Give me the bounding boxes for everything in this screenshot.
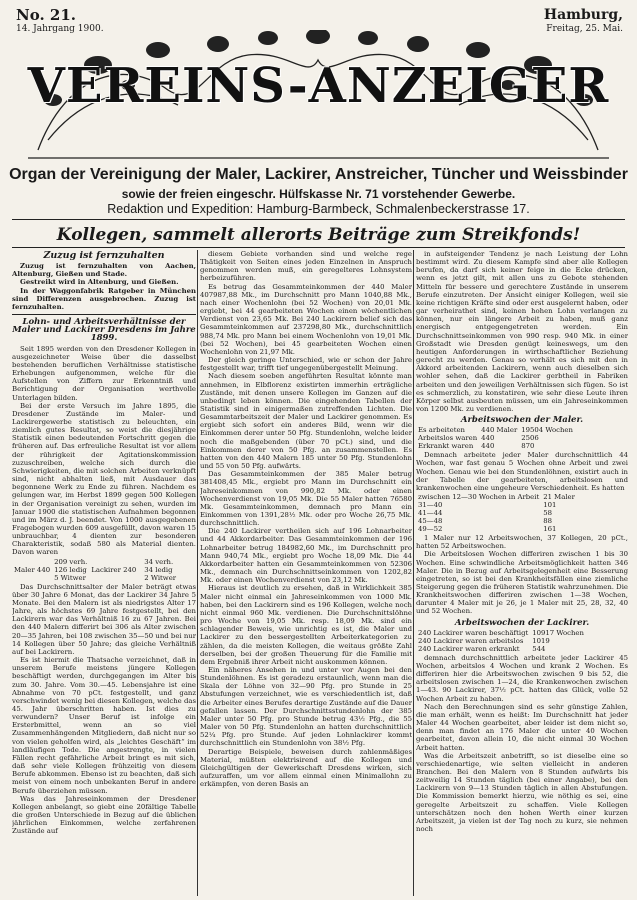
article-paragraph: Das Gesammteinkommen der 385 Maler betrug 381408,45 Mk., ergiebt pro Mann im Durchschnitt ein Jahreseinkommen von 990,82 Mk. oder einen Wochenverdienst von 19,05 Mk. Die 55 Maler hatten 76580 Mk. Gesammteinkommen, demnach pro Mann ein Einkommen von 1391,28½ Mk. oder pro Woche 26,75 Mk. durchschnittlich. [200, 470, 412, 528]
column-separator [413, 250, 414, 896]
article-paragraph: Nach diesem soeben angeführten Resultat könnte man annehmen, in Elbflorenz existirten immerhin erträgliche Zustände, mit denen unsere Kollegen im Ganzen auf die unbedingt leben können. Die eingehenden Tabellen der Statistik sind in einigermaßen zutreffenden Lichten. Die Gesammtarbeitszeit der Maler und Lackirer genommen. Es ergiebt sich sofort ein anderes Bild, wenn wir die Einkommen derer unter 50 Pfg. Stundenlohn, welche leider noch die maßgebenden (über 70 pCt.) sind, und die Einkommen derer von 50 Pfg. an zusammenstellen. Es hatten von den 440 Malern 185 unter 50 Pfg. Stundenlohn und 55 von 50 Pfg. aufwärts. [200, 372, 412, 471]
article-paragraph: Was das Jahreseinkommen der Dresdener Kollegen anbelangt, so giebt eine 20fältige Tabelle die großen Unterschiede in Bezug auf die üblichen jährlichen Einkommen, welche zerfahrenen Zustände auf [12, 794, 196, 836]
article-paragraph: Hieraus ist deutlich zu ersehen, daß in Wirklichkeit 385 Maler nicht einmal ein Jahreseinkommen von 1000 Mk. haben, bei den Lackirern sind es 196 Kollegen, welche noch nicht einmal 960 Mk. verdienen. Die Durchschnittslöhne pro Woche von 19,05 Mk. resp. 18,09 Mk. sind ein schlagender Beweis, wie unrichtig es ist, die Maler und Lackirer zu den bessergestellten Arbeiterkategorien zu zählen, da die meisten Kollegen, die weitaus größte Zahl derselben, bei der großen Theuerung für die Familie mit dem Ergebniß ihrer Arbeit nicht auskommen können. [200, 584, 412, 666]
issue-year: 14. Jahrgang 1900. [16, 24, 104, 34]
masthead-title: VEREINS-ANZEIGER [27, 58, 610, 114]
notice-paragraph: In der Waggonfabrik Ratgeber in München sind Differenzen ausgebrochen. Zuzug ist fernzuhalten. [12, 286, 196, 311]
heading-lohn: Lohn- und Arbeitsverhältnisse der Maler und Lackirer Dresdens im Jahre 1899. [12, 317, 196, 344]
redaktion-line: Redaktion und Expedition: Hamburg-Barmbeck, Schmalenbeckerstrasse 17. [107, 202, 530, 216]
article-paragraph: in aufsteigender Tendenz je nach Leistung der Lohn bestimmt wird. Zu diesem Kampfe sind aber alle Kollegen berufen, da darf sich keiner feige in die Ecke drücken, wenn es jetzt gilt, mit allen uns zu Gebote stehenden Mitteln für bessere und gerechtere Zustände in unserem Berufe einzutreten. Der Ansicht einiger Kollegen, weil sie keine richtigen Kräfte sind oder erst ausgelernt haben, oder gar verheirathet sind, keinen hohen Lohn verlangen zu können, nur ein längere Arbeit zu haben, muß ganz energisch entgegengetreten werden. Ein Durchschnittseinkommen von 990 resp. 940 Mk. in einer Großstadt wie Dresden genügt keineswegs, um den heutigen Anforderungen in wirthschaftlicher Beziehung gerecht zu werden. Genau so verhält es sich mit den in Akkord arbeitenden Lackirern, wenn auch dieselben sich wohler sehen, daß die Lackirer gerbtheil in Fabriken arbeiten und den jeweiligen Verhältnissen sich fügen. So ist es schmerzlich, zu konstatiren, wie sehr diese Leute ihren Körper selbst ausbeuten müssen, um ein Jahreseinkommen von 1200 Mk. zu verdienen. [416, 250, 628, 413]
article-paragraph: Ein näheres Ansehen in und unter vor Augen bei den Stundenlöhnen. Es ist geradezu erstaunlich, wenn man die Skala der Löhne von 32—90 Pfg. pro Stunde in 25 Abstufungen verzeichnet, wie es verschiedentlich ist, daß die Arbeiter eines Berufes derartige Zustände auf die Dauer gefallen lassen. Der Durchschnittsstundenlohn der 385 Maler unter 50 Pfg. pro Stunde betrug 43½ Pfg., die 55 Maler von 50 Pfg. Stundenlohn an hatten durchschnittlich 52¼ Pfg. pro Stunde. Auf jeden Lohnlackirer kommt durchschnittlich ein Stundenlohn von 38½ Pfg. [200, 665, 412, 748]
article-paragraph: Nach den Berechnungen sind es sehr günstige Zahlen, die man erhält, wenn es heißt: Im Durchschnitt hat jeder Maler 44 Wochen gearbeitet, aber leider ist dem nicht so, denn man findet an 176 Maler die unter 40 Wochen gearbeitet, davon allein 10, die nicht einmal 30 Wochen Arbeit hatten. [416, 702, 628, 752]
article-paragraph: diesem Gebiete vorhanden sind und welche rege Thätigkeit von Seiten eines jeden Einzelnen in Anspruch genommen werden muß, ein geregelteres Lohnsystem herbeizuführen. [200, 250, 412, 283]
article-paragraph: Das Durchschnittsalter der Maler beträgt etwas über 30 Jahre 6 Monat, das der Lackirer 34 Jahre 5 Monate. Bei den Malern ist als niedrigstes Alter 17 Jahre, als höchstes 69 Jahre festgestellt, bei den Lackirern war das Verhältniß 16 zu 67 Jahren. Bei den 440 Malern differirt bei 306 als Alter zwischen 20—35 Jahren, bei 108 zwischen 35—50 und bei nur 14 Kollegen über 50 Jahre; das gleiche Verhältniß auf bei Lackirern. [12, 582, 196, 656]
weeks-distribution-table: zwischen 12—30 Wochen in Arbeit 21 Maler 31—40 101 41—44 58 45—48 88 49—52 161 [418, 493, 575, 534]
heading-arbeitswochen-maler: Arbeitswochen der Maler. [460, 415, 584, 426]
heading-arbeitswochen-lackirer: Arbeitswochen der Lackirer. [454, 617, 590, 628]
issue-number: No. 21. [16, 6, 76, 24]
divider-bottom [12, 247, 625, 248]
divider-top [12, 219, 625, 220]
slogan: Kollegen, sammelt allerorts Beiträge zum Streikfonds! [56, 225, 581, 245]
notice-paragraph: Gestreikt wird in Altenburg, und Gießen. [20, 278, 179, 287]
article-paragraph: Die 240 Lackirer vertheilen sich auf 196 Lohnarbeiter und 44 Akkordarbeiter. Das Gesammteinkommen der 196 Lohnarbeiter betrug 184982,60 Mk., im Durchschnitt pro Mann 940,74 Mk., ergiebt pro Woche 18,09 Mk. Die 44 Akkordarbeiter hatten ein Gesammteinkommen von 52306 Mk., demnach ein Durchschnittseinkommen von 1202,82 Mk. oder einen Wochenverdienst von 23,12 Mk. [200, 527, 412, 585]
article-paragraph: Demnach arbeitete jeder Maler durchschnittlich 44 Wochen, war fast genau 5 Wochen ohne Arbeit und zwei Wochen. Genau wie bei den Stundenlöhnen, existirt auch in der Tabelle der gearbeiteten, arbeitslosen und krankenwochen eine ungeheure Verschiedenheit. Es hatten [416, 451, 628, 492]
column-separator [197, 250, 198, 896]
issue-city: Hamburg, [543, 7, 623, 23]
article-paragraph: Es ist hiermit die Thatsache verzeichnet, daß in unserem Berufe meistens jüngere Kollegen beschäftigt werden, durchgegangen im Alter bis zum 30. Jahre. Vom 30.—45. Lebensjahre ist eine Abnahme von 70 pCt. festgestellt, und ganz verschwindet wenig bei diesen Kollegen, welche das 45. Jahr überschritten haben. Ist dies zu verwundern? Unser Beruf ist infolge ein Ersterbmittel, wenn an so viel Zusammenhängenden Mitgliedern, daß nicht nur so von vielen geholfen wird, als „leichtes Geschäft“ im landläufigen Tode. Die angestrengte, in vielen Fällen recht gefährliche Arbeit bringt es mit sich, daß sehr viele Kollegen frühzeitig von diesem Berufe abkommen. Ebenso ist zu beachten, daß sich meist von einem noch unbekanten Beruf in andere Berufe überziehen müssen. [12, 656, 196, 795]
article-paragraph: Seit 1895 werden von den Dresdener Kollegen in ausgezeichneter Weise über die dasselbst bestehenden beruflichen Verhältnisse statistische Erhebungen aufgenommen, welche für die Aufstellen von Ziffern zur Erkenntniß und Berichtigung der Organisation werthvolle Unterlagen bilden. [12, 344, 196, 402]
article-paragraph: Die Arbeitslosen Wochen differiren zwischen 1 bis 30 Wochen. Eine schwindliche Arbeitsmöglichkeit hatten 346 Maler. Die in Bezug auf Arbeitsgelegenheit eine Besserung eingetreten, so ist bei den Krankheitsfällen eine ziemliche Steigerung gegen die früheren Statistik wahrzunehmen. Die Krankheitswochen differiren zwischen 1—38 Wochen, darunter 4 Maler mit je 26, je 1 Maler mit 25, 28, 32, 40 und 52 Wochen. [416, 550, 628, 616]
organ-subline: sowie der freien eingeschr. Hülfskasse Nr. 71 vorstehender Gewerbe. [121, 187, 516, 201]
article-paragraph: Es betrug das Gesammteinkommen der 440 Maler 407987,88 Mk., im Durchschnitt pro Mann 1040,88 Mk., nach einer Wochenlohn (bei 52 Wochen) von 20,01 Mk. ergiebt, bei 44 gearbeiteten Wochen einen wöchentlichen Verdienst von 23,65 Mk. Bei 240 Lackirern belief sich das Gesammteinkommen auf 237298,80 Mk., durchschnittlich 988,74 Mk. pro Mann bei einem Wochenlohn von 19,01 Mk. (bei 52 Wochen), bei 45 gearbeiteten Wochen einen Wochenlohn von 21,97 Mk. [200, 282, 412, 356]
article-paragraph: Bei der erste Versuch im Jahre 1895, die Dresdener Zustände im Maler- und Lackirergewerbe statistisch zu beleuchten, ein ziemlich gutes Resultat, so weist die diesjährige Statistik einen bedeutenden Fortschritt gegen die früheren auf. Das erfreuliche Resultat ist vor allem der rührigkeit der Agitationskommission zuzuschreiben, welche sich durch die Schwierigkeiten, die mit solchen Arbeiten verknüpft sind, nicht abhalten ließ, mit Ausdauer das begonnene Werk zu Ende zu führen. Nachdem es gelungen war, im Herbst 1899 gegen 500 Kollegen in der Organisation vereinigt zu sehen, wurden im Januar 1900 die statistischen Aufnahmen begonnen und im März d. J. beendet. Von 1000 ausgegebenen Fragebogen wurden 609 ausgefüllt, davon waren 15 unbrauchbar, 4 dienten zur besonderen Charakteristik, sodaß 580 als Material dienten. Davon waren [12, 401, 196, 557]
article-paragraph: demnach durchschnittlich arbeitete jeder Lackirer 45 Wochen, arbeitslos 4 Wochen und krank 2 Wochen. Es differiren hier die Arbeitswochen zwischen 9 bis 52, die arbeitslosen zwischen 1—24, die Krankenwochen zwischen 1—43. 90 Lackirer, 37½ pCt. hatten das Glück, volle 52 Wochen Arbeit zu haben. [416, 653, 628, 703]
notice-paragraph: Zuzug ist fernzuhalten von Aachen, Altenburg, Gießen und Stade. [12, 262, 196, 279]
article-paragraph: Der gleich geringe Unterschied, wie er schon der Jahre festgestellt war, trifft tief ungegenübergestellt Meinung. [200, 356, 412, 373]
article-paragraph: 1 Maler nur 12 Arbeitswochen, 37 Kollegen, 20 pCt., hatten 52 Arbeitswochen. [416, 534, 628, 551]
organ-line: Organ der Vereinigung der Maler, Lackirer, Anstreicher, Tüncher und Weissbinder [9, 166, 628, 183]
heading-zuzug: Zuzug ist fernzuhalten [43, 250, 165, 261]
maler-weeks-table: Es arbeiteten 440 Maler 19504 Wochen Arbeitslos waren 440 2506 Erkrankt waren 440 870 [418, 426, 573, 451]
article-paragraph: Was die Arbeitszeit anbetrifft, so ist dieselbe eine so verschiedenartige, wie selten vielleicht in anderen Branchen. Bei den Malern von 8 Stunden aufwärts bis zeitweilig 14 Stunden täglich (bei einer Angabe), bei den Lackirern von 9—13 Stunden täglich in allen Abstufungen. Die Kommission bemerkt hierzu, wie nöthig es sei, eine geregelte Arbeitszeit zu schaffen. Viele Kollegen unterschätzen noch den hohen Werth einer kurzen Arbeitszeit, ja vielen ist der Tag noch zu kurz, sie nehmen noch [416, 751, 628, 834]
column-3 [416, 250, 628, 896]
column-1 [12, 250, 196, 896]
column-2 [200, 250, 412, 896]
section-rule [12, 314, 196, 315]
lackirer-weeks-table: 240 Lackirer waren beschäftigt 10917 Wochen 240 Lackirer waren arbeitslos 1019 240 Lackirer waren erkrankt 544 [418, 628, 584, 653]
article-paragraph: Derartige Beispiele, beweisen durch zahlenmäßiges Material, müßten elektrisirend auf die Kollegen und Gleichgültigen der Gewerkschaft Dresdens wirken, sich aufzuraffen, um vor allem einmal einen Minimallohn zu erkämpfen, von deren Basis an [200, 747, 412, 789]
issue-date: Freitag, 25. Mai. [546, 24, 623, 34]
family-status-table: 209 verh. 34 verh. Maler 440 126 ledig Lackirer 240 34 ledig 5 Witwer 2 Witwer [14, 557, 177, 582]
